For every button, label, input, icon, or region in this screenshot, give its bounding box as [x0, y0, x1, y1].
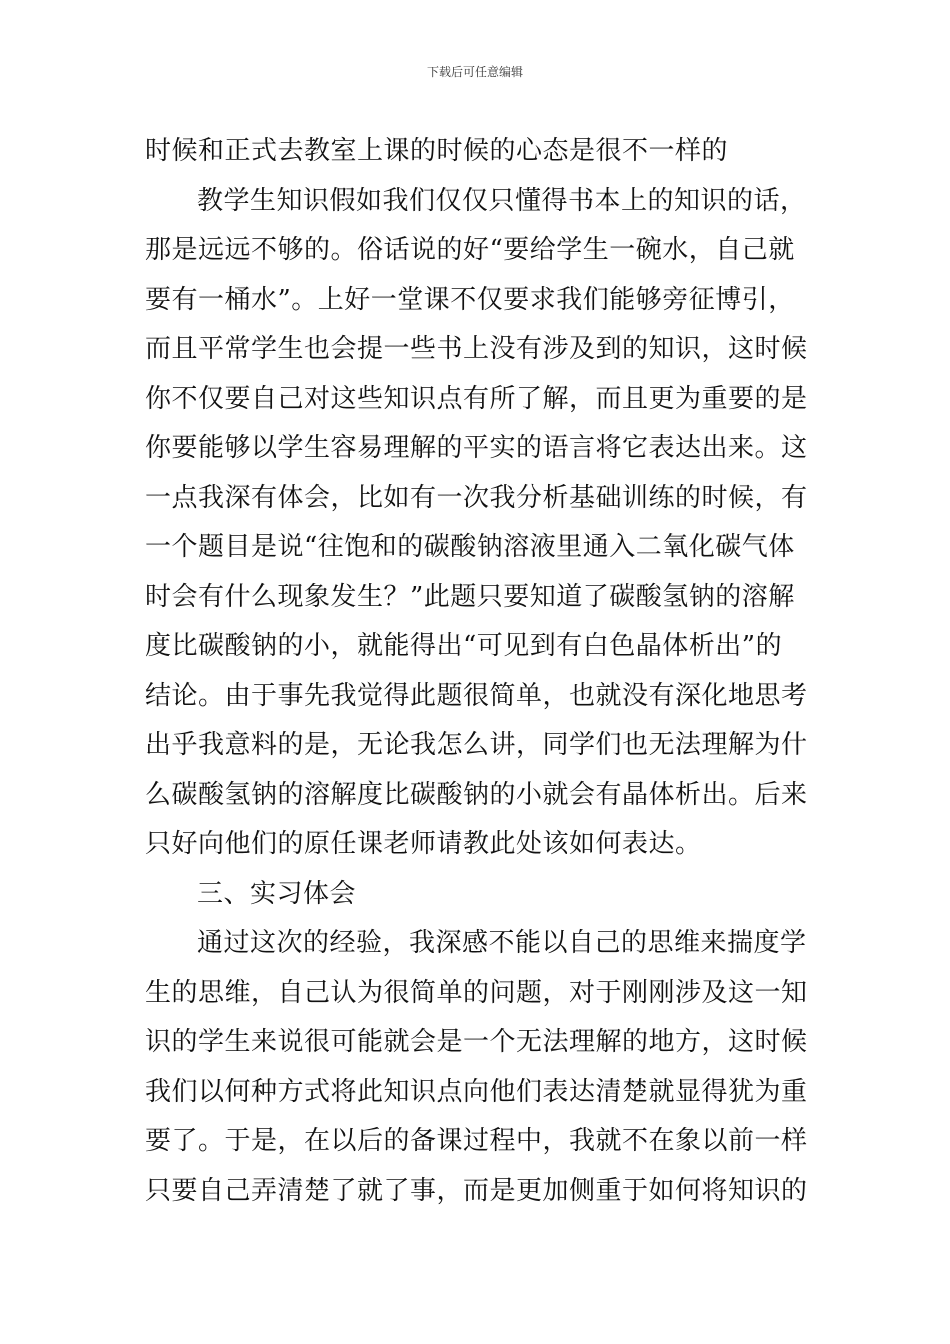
text-line: 么碳酸氢钠的溶解度比碳酸钠的小就会有晶体析出。后来 — [145, 779, 808, 810]
text-line: 只要自己弄清楚了就了事，而是更加侧重于如何将知识的 — [145, 1175, 808, 1206]
text-line: 时候和正式去教室上课的时候的心态是很不一样的 — [145, 136, 729, 166]
text-line: 要有一桶水”。上好一堂课不仅要求我们能够旁征博引， — [145, 284, 795, 315]
text-line: 要了。于是，在以后的备课过程中，我就不在象以前一样 — [145, 1126, 808, 1156]
page-header: 下载后可任意编辑 — [426, 65, 523, 79]
text-line: 一点我深有体会，比如有一次我分析基础训练的时候，有 — [145, 482, 808, 513]
text-line: 教学生知识假如我们仅仅只懂得书本上的知识的话， — [197, 185, 807, 216]
text-line: 你要能够以学生容易理解的平实的语言将它表达出来。这 — [145, 433, 808, 463]
text-line: 只好向他们的原任课老师请教此处该如何表达。 — [145, 829, 702, 859]
text-line: 你不仅要自己对这些知识点有所了解，而且更为重要的是 — [145, 383, 808, 414]
text-line: 生的思维，自己认为很简单的问题，对于刚刚涉及这一知 — [145, 977, 808, 1008]
text-line: 通过这次的经验，我深感不能以自己的思维来揣度学 — [197, 928, 807, 958]
text-line: 结论。由于事先我觉得此题很简单，也就没有深化地思考 — [145, 680, 808, 711]
document-body — [145, 127, 810, 1216]
text-line: 那是远远不够的。俗话说的好“要给学生一碗水，自己就 — [145, 235, 795, 265]
text-line: 度比碳酸钠的小，就能得出“可见到有白色晶体析出”的 — [145, 631, 783, 661]
text-line: 而且平常学生也会提一些书上没有涉及到的知识，这时候 — [145, 334, 808, 364]
section-heading: 三、实习体会 — [197, 878, 357, 909]
text-line: 出乎我意料的是，无论我怎么讲，同学们也无法理解为什 — [145, 730, 808, 760]
text-line: 识的学生来说很可能就会是一个无法理解的地方，这时候 — [145, 1027, 808, 1057]
text-line: 一个题目是说“往饱和的碳酸钠溶液里通入二氧化碳气体 — [145, 532, 795, 562]
text-line: 我们以何种方式将此知识点向他们表达清楚就显得犹为重 — [145, 1076, 808, 1107]
text-line: 时会有什么现象发生？”此题只要知道了碳酸氢钠的溶解 — [145, 581, 795, 612]
